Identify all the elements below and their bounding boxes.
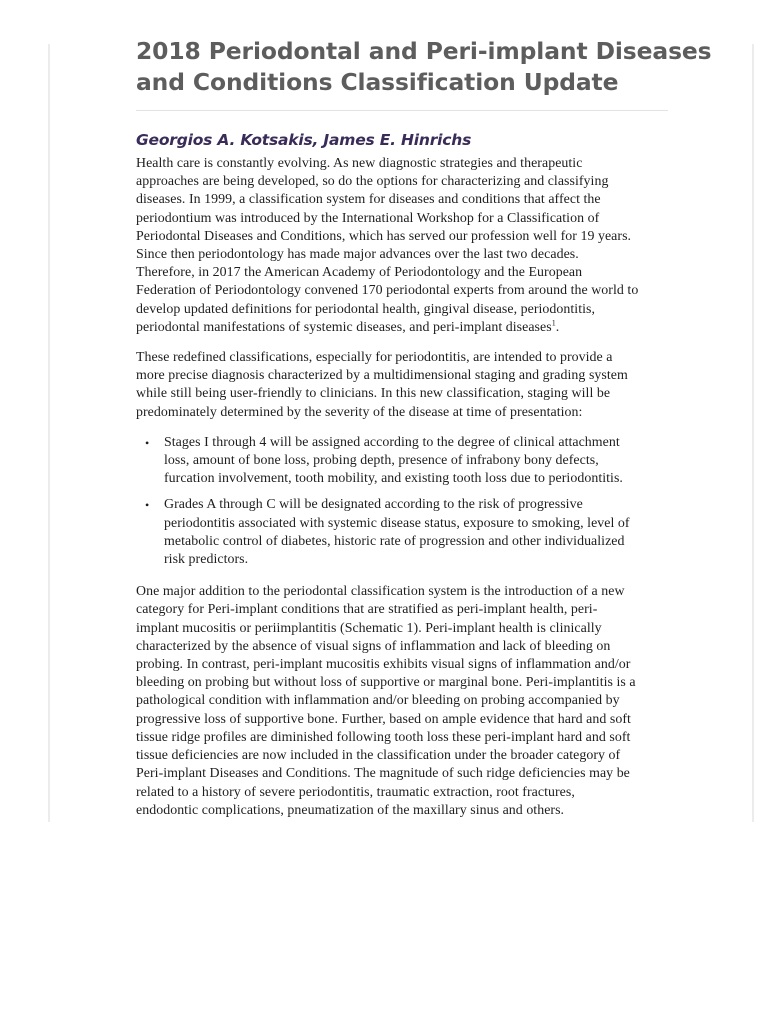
bullet-icon: • [145,435,150,450]
text-line: while still being user-friendly to clinicians. In this new classification, staging will be [136,386,611,402]
text-line: endodontic complications, pneumatization of the maxillary sinus and others. [136,802,565,818]
page-right-edge [752,44,754,822]
text-line: These redefined classifications, especially for periodontitis, are intended to provide a [136,350,613,366]
text-line: furcation involvement, tooth mobility, and existing tooth loss due to periodontitis. [164,471,623,487]
title-line: and Conditions Classification Update [136,68,619,96]
citation-superscript: 1 [551,318,556,328]
classification-paragraph [136,349,672,422]
text-line: risk predictors. [164,552,249,568]
text-line: pathological condition with inflammation and/or bleeding on probing accompanied by [136,693,620,709]
text-line: predominately determined by the severity of the disease at time of presentation: [136,404,583,420]
intro-paragraph [136,155,672,337]
text-line: progressive loss of supportive bone. Further, based on ample evidence that hard and soft [136,711,631,727]
list-item-stages [136,434,672,489]
staging-grading-list [136,434,672,569]
title-line: 2018 Periodontal and Peri-implant Diseases [136,37,712,65]
text-line: periodontitis associated with systemic disease status, exposure to smoking, level of [164,515,630,531]
text-line: related to a history of severe periodontitis, traumatic extraction, root fractures, [136,784,575,800]
text-line-with-citation [136,319,672,337]
document-title [136,36,712,98]
text-line: Since then periodontology has made major advances over the last two decades. [136,247,579,263]
text-line: Federation of Periodontology convened 170 periodontal experts from around the world to [136,283,639,299]
document-content [136,36,712,820]
text-line: implant mucositis or periimplantitis (Schematic 1). Peri-implant health is clinically [136,620,602,636]
text-line: characterized by the absence of visual signs of inflammation and lack of bleeding on [136,638,611,654]
bullet-icon: • [145,498,150,513]
text-line: approaches are being developed, so do the options for characterizing and classifying [136,174,609,190]
peri-implant-paragraph [136,583,672,820]
text-line: Therefore, in 2017 the American Academy of Periodontology and the European [136,265,583,281]
list-item-grades [136,496,672,569]
title-divider [136,110,668,111]
text-line: loss, amount of bone loss, probing depth, presence of infrabony bony defects, [164,453,599,469]
text-line: tissue ridge profiles are diminished following tooth loss these peri-implant hard and soft [136,729,631,745]
text-line: tissue deficiencies are now included in the classification under the broader category of [136,748,621,764]
text-line: probing. In contrast, peri-implant mucositis exhibits visual signs of inflammation and/or [136,657,631,673]
text-line: category for Peri-implant conditions that are stratified as peri-implant health, peri- [136,602,598,618]
text-line: develop updated definitions for periodontal health, gingival disease, periodontitis, [136,301,596,317]
text-line: diseases. In 1999, a classification system for diseases and conditions that affect the [136,192,601,208]
text-line: Grades A through C will be designated according to the risk of progressive [164,497,583,513]
text-fragment: periodontal manifestations of systemic diseases, and peri-implant diseases [136,319,552,335]
text-line: more precise diagnosis characterized by a multidimensional staging and grading system [136,368,628,384]
text-line: bleeding on probing but without loss of supportive or marginal bone. Peri-implantitis is a [136,675,636,691]
text-line: metabolic control of diabetes, historic rate of progression and other individualized [164,533,625,549]
text-line: One major addition to the periodontal classification system is the introduction of a new [136,584,625,600]
text-line: Periodontal Diseases and Conditions, which has served our profession well for 19 years. [136,228,632,244]
text-line: Health care is constantly evolving. As new diagnostic strategies and therapeutic [136,156,583,171]
text-line: periodontium was introduced by the International Workshop for a Classification of [136,210,600,226]
page-left-edge [48,44,50,822]
text-fragment: . [555,319,560,335]
text-line: Stages I through 4 will be assigned according to the degree of clinical attachment [164,434,620,450]
text-line: Peri-implant Diseases and Conditions. The magnitude of such ridge deficiencies may be [136,766,630,782]
author-names: Georgios A. Kotsakis, James E. Hinrichs [136,131,472,149]
